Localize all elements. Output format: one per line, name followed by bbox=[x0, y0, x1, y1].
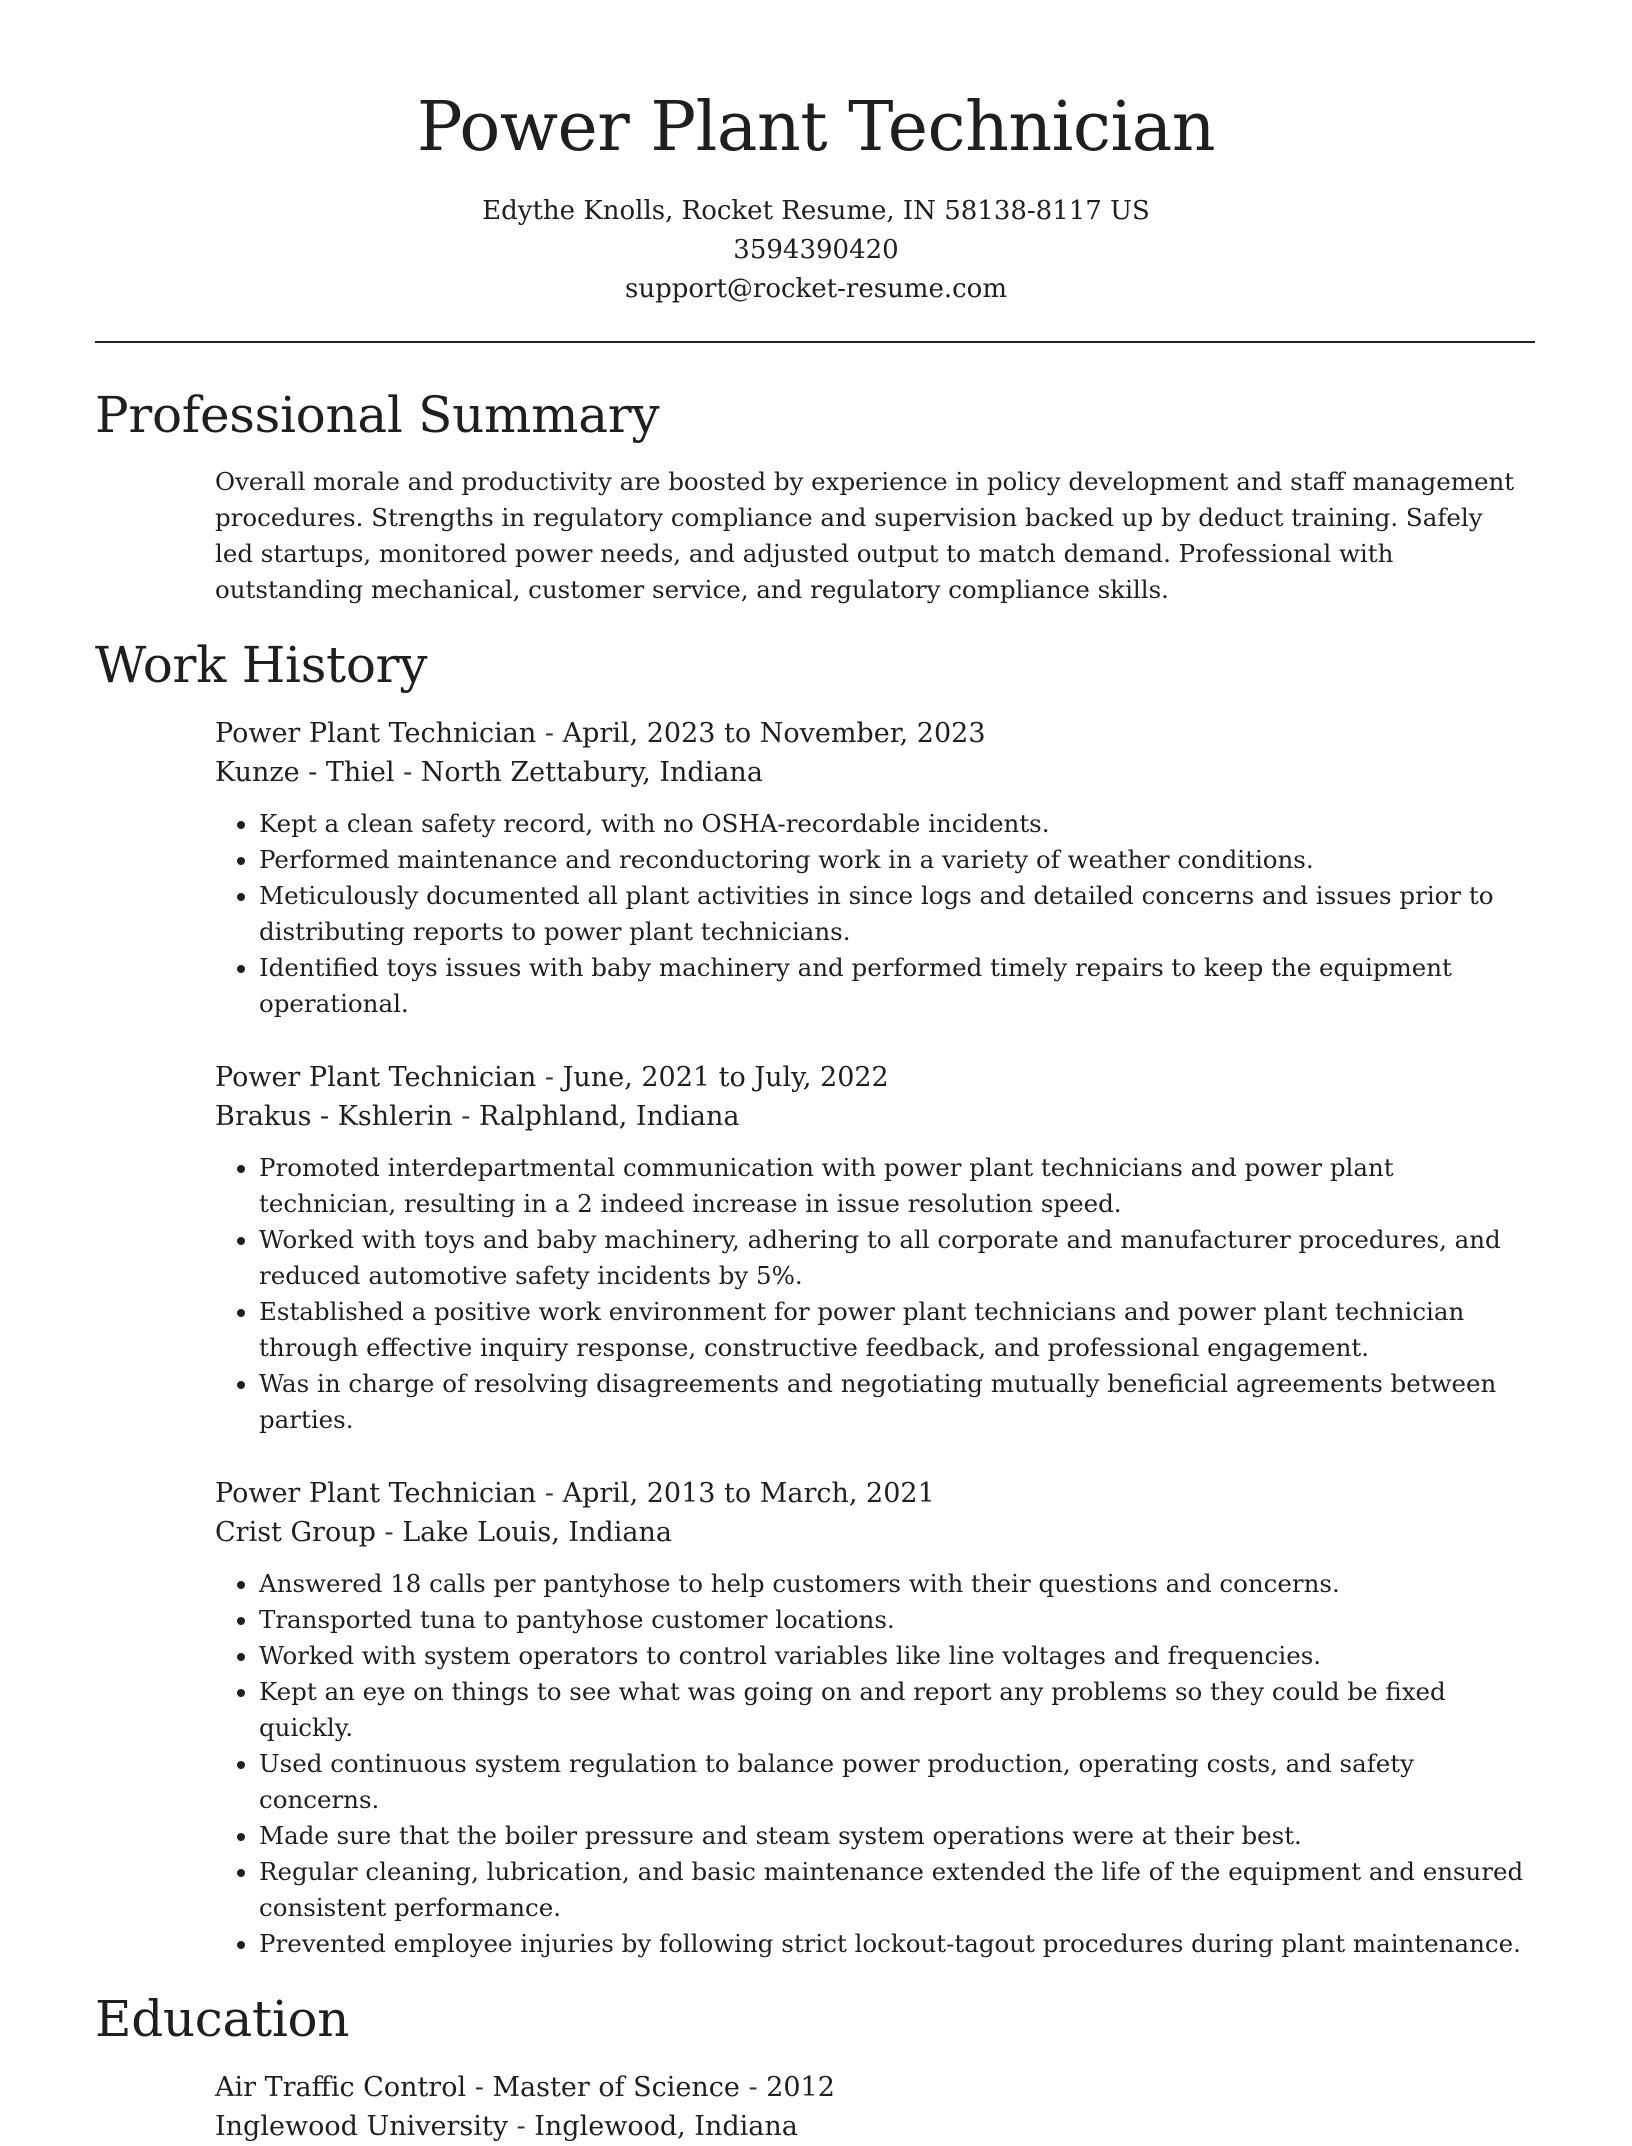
job-bullet: • Promoted interdepartmental communication with power plant technicians and power plant technician, resulting in a 2 indeed increase in issue resolution speed. bbox=[259, 1150, 1525, 1222]
job-company: Kunze - Thiel bbox=[215, 757, 395, 788]
job-bullet: • Was in charge of resolving disagreements and negotiating mutually beneficial agreements between parties. bbox=[259, 1366, 1525, 1438]
job-role: Power Plant Technician bbox=[215, 718, 537, 749]
job-location: North Zettabury, Indiana bbox=[420, 757, 763, 788]
job-bullet: • Answered 18 calls per pantyhose to help customers with their questions and concerns. bbox=[259, 1566, 1525, 1602]
job-dates: June, 2021 to July, 2022 bbox=[562, 1062, 889, 1093]
job-company-line: Crist Group - Lake Louis, Indiana bbox=[215, 1517, 672, 1548]
job-company: Crist Group bbox=[215, 1517, 376, 1548]
job-bullet: • Made sure that the boiler pressure and steam system operations were at their best. bbox=[259, 1818, 1525, 1854]
job-location: Lake Louis, Indiana bbox=[402, 1517, 672, 1548]
education-school: Inglewood University bbox=[215, 2111, 508, 2142]
job-bullet: • Established a positive work environment for power plant technicians and power plant technician through effective inquiry response, constructive feedback, and professional engagement. bbox=[259, 1294, 1525, 1366]
job-location: Ralphland, Indiana bbox=[479, 1101, 740, 1132]
contact-email: support@rocket-resume.com bbox=[624, 274, 1007, 304]
job-role: Power Plant Technician bbox=[215, 1062, 537, 1093]
summary-heading: Professional Summary bbox=[95, 386, 660, 444]
summary-text: Overall morale and productivity are boosted by experience in policy development and staff management procedures. Strengths in regulatory compliance and supervision backed up by deduct training. Safely led startups, monitored power needs, and adjusted output to match demand. Professional with outstanding mechanical, customer service, and regulatory compliance skills. bbox=[215, 467, 1515, 604]
education-entry bbox=[215, 2068, 1525, 2146]
education-section bbox=[95, 1984, 1535, 2146]
job-title-line: Power Plant Technician - June, 2021 to July, 2022 bbox=[215, 1062, 889, 1093]
job-title-line: Power Plant Technician - April, 2013 to March, 2021 bbox=[215, 1478, 935, 1509]
job-bullet: • Worked with toys and baby machinery, adhering to all corporate and manufacturer procedures, and reduced automotive safety incidents by 5%. bbox=[259, 1222, 1525, 1294]
job-bullet: • Regular cleaning, lubrication, and basic maintenance extended the life of the equipment and ensured consistent performance. bbox=[259, 1854, 1525, 1926]
resume-body bbox=[95, 380, 1535, 2146]
education-degree-line: Air Traffic Control - Master of Science - 2012 bbox=[215, 2072, 835, 2103]
job-bullet: • Kept an eye on things to see what was going on and report any problems so they could be fixed quickly. bbox=[259, 1674, 1525, 1746]
job-bullet: • Identified toys issues with baby machinery and performed timely repairs to keep the equipment operational. bbox=[259, 950, 1525, 1022]
job-bullet: • Transported tuna to pantyhose customer locations. bbox=[259, 1602, 1525, 1638]
job-role: Power Plant Technician bbox=[215, 1478, 537, 1509]
education-degree: Master of Science bbox=[492, 2072, 740, 2103]
job-bullet: • Kept a clean safety record, with no OSHA-recordable incidents. bbox=[259, 806, 1525, 842]
work-history-section bbox=[95, 630, 1535, 1962]
resume-header bbox=[0, 0, 1632, 309]
education-heading: Education bbox=[95, 1990, 350, 2048]
job-dates: April, 2023 to November, 2023 bbox=[562, 718, 986, 749]
job-bullet: • Performed maintenance and reconductoring work in a variety of weather conditions. bbox=[259, 842, 1525, 878]
education-year: 2012 bbox=[766, 2072, 835, 2103]
job-bullets bbox=[215, 1150, 1525, 1438]
job-bullet: • Meticulously documented all plant activities in since logs and detailed concerns and issues prior to distributing reports to power plant technicians. bbox=[259, 878, 1525, 950]
job-bullets bbox=[215, 1566, 1525, 1962]
education-location: Inglewood, Indiana bbox=[534, 2111, 798, 2142]
job-entry bbox=[215, 1058, 1525, 1438]
job-company-line: Brakus - Kshlerin - Ralphland, Indiana bbox=[215, 1101, 740, 1132]
job-bullet: • Used continuous system regulation to balance power production, operating costs, and safety concerns. bbox=[259, 1746, 1525, 1818]
contact-phone: 3594390420 bbox=[733, 235, 899, 265]
job-entry bbox=[215, 1474, 1525, 1962]
job-title-line: Power Plant Technician - April, 2023 to November, 2023 bbox=[215, 718, 986, 749]
contact-address: Edythe Knolls, Rocket Resume, IN 58138-8117 US bbox=[482, 196, 1150, 226]
job-entry bbox=[215, 714, 1525, 1022]
job-company-line: Kunze - Thiel - North Zettabury, Indiana bbox=[215, 757, 763, 788]
contact-block bbox=[0, 192, 1632, 309]
job-bullets bbox=[215, 806, 1525, 1022]
summary-section bbox=[95, 380, 1535, 608]
job-bullet: • Prevented employee injuries by following strict lockout-tagout procedures during plant maintenance. bbox=[259, 1926, 1525, 1962]
job-company: Brakus - Kshlerin bbox=[215, 1101, 453, 1132]
work-history-heading: Work History bbox=[95, 636, 428, 694]
education-school-line: Inglewood University - Inglewood, Indiana bbox=[215, 2111, 798, 2142]
job-bullet: • Worked with system operators to control variables like line voltages and frequencies. bbox=[259, 1638, 1525, 1674]
job-dates: April, 2013 to March, 2021 bbox=[562, 1478, 935, 1509]
resume-name: Power Plant Technician bbox=[416, 88, 1216, 167]
header-divider bbox=[95, 341, 1535, 343]
education-field: Air Traffic Control bbox=[215, 2072, 467, 2103]
